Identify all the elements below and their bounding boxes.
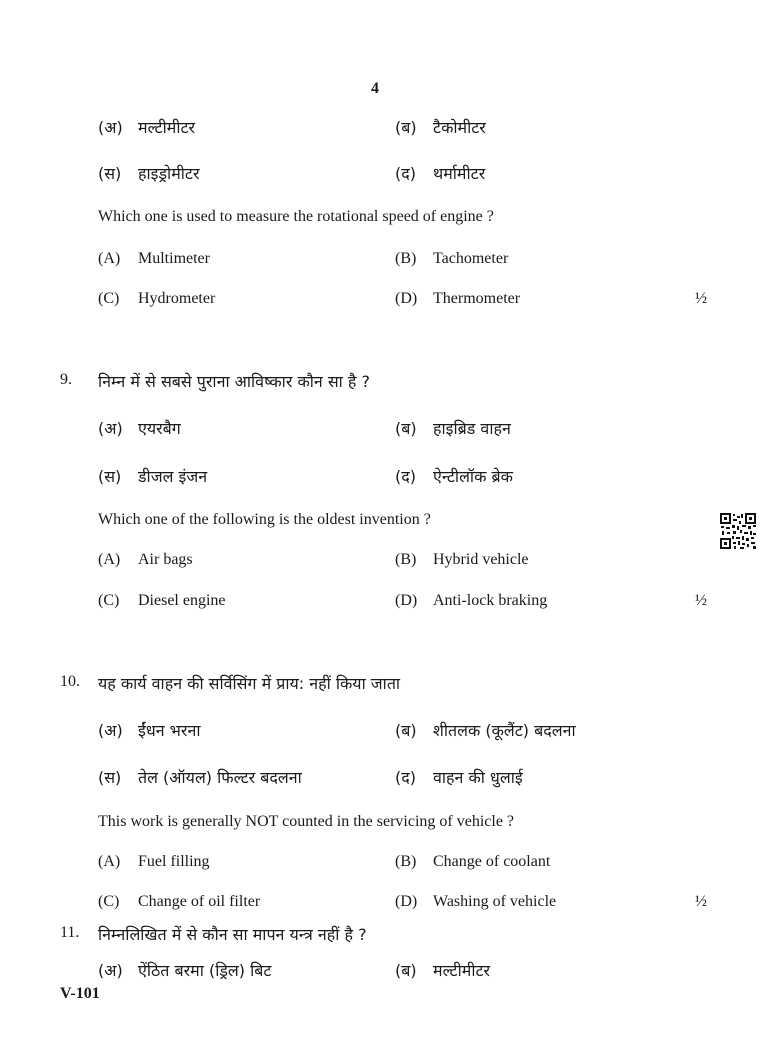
option-text: Tachometer <box>433 250 509 267</box>
question-number: 9. <box>60 371 72 388</box>
option-label: (C) <box>98 290 120 307</box>
option-label: (ब) <box>395 419 417 438</box>
q11-hindi-question: निम्नलिखित में से कौन सा मापन यन्त्र नहीं है ? <box>98 925 367 944</box>
option-label: (स) <box>98 467 122 486</box>
option-label: (अ) <box>98 961 123 980</box>
option-text: वाहन की धुलाई <box>433 768 523 787</box>
option-text: हाइड्रोमीटर <box>138 164 200 183</box>
option-text: ऐंठित बरमा (ड्रिल) बिट <box>138 961 272 980</box>
option-label: (A) <box>98 853 121 870</box>
option-text: Multimeter <box>138 250 210 267</box>
option-label: (A) <box>98 250 121 267</box>
option-text: एयरबैग <box>138 419 181 438</box>
option-text: डीजल इंजन <box>138 467 208 486</box>
q10-english-question: This work is generally NOT counted in the servicing of vehicle ? <box>98 813 515 830</box>
option-text: ऐन्टीलॉक ब्रेक <box>433 467 513 486</box>
qr-code-icon <box>720 513 756 549</box>
option-text: तेल (ऑयल) फिल्टर बदलना <box>138 768 302 787</box>
marks: ½ <box>695 893 707 910</box>
option-text: शीतलक (कूलैंट) बदलना <box>433 721 576 740</box>
paper-code: V-101 <box>60 985 100 1002</box>
option-label: (द) <box>395 164 416 183</box>
option-text: Change of coolant <box>433 853 551 870</box>
option-text: Washing of vehicle <box>433 893 557 910</box>
option-label: (ब) <box>395 118 417 137</box>
question-number: 11. <box>60 924 80 941</box>
option-label: (D) <box>395 592 418 609</box>
page-number: 4 <box>371 80 379 97</box>
option-text: Diesel engine <box>138 592 226 609</box>
option-label: (B) <box>395 551 417 568</box>
option-label: (ब) <box>395 721 417 740</box>
option-label: (द) <box>395 768 416 787</box>
option-text: Fuel filling <box>138 853 210 870</box>
question-number: 10. <box>60 673 80 690</box>
option-label: (द) <box>395 467 416 486</box>
option-label: (अ) <box>98 721 123 740</box>
q9-english-question: Which one of the following is the oldest invention ? <box>98 511 431 528</box>
option-label: (अ) <box>98 419 123 438</box>
option-label: (B) <box>395 853 417 870</box>
option-label: (स) <box>98 164 122 183</box>
option-text: Anti-lock braking <box>433 592 548 609</box>
marks: ½ <box>695 592 707 609</box>
option-label: (B) <box>395 250 417 267</box>
option-text: हाइब्रिड वाहन <box>433 419 511 438</box>
option-label: (D) <box>395 893 418 910</box>
q10-hindi-question: यह कार्य वाहन की सर्विसिंग में प्राय: नहीं किया जाता <box>98 674 401 693</box>
option-text: Hybrid vehicle <box>433 551 529 568</box>
option-label: (अ) <box>98 118 123 137</box>
q8-english-question: Which one is used to measure the rotational speed of engine ? <box>98 208 494 225</box>
option-text: Change of oil filter <box>138 893 261 910</box>
option-text: मल्टीमीटर <box>138 118 196 137</box>
q9-hindi-question: निम्न में से सबसे पुराना आविष्कार कौन सा है ? <box>98 372 370 391</box>
option-text: Thermometer <box>433 290 521 307</box>
option-label: (ब) <box>395 961 417 980</box>
option-label: (A) <box>98 551 121 568</box>
option-text: ईंधन भरना <box>138 721 201 740</box>
option-label: (स) <box>98 768 122 787</box>
option-label: (C) <box>98 592 120 609</box>
option-text: टैकोमीटर <box>433 118 486 137</box>
option-text: थर्मामीटर <box>433 164 486 183</box>
option-text: Hydrometer <box>138 290 216 307</box>
option-text: Air bags <box>138 551 193 568</box>
option-label: (D) <box>395 290 418 307</box>
option-text: मल्टीमीटर <box>433 961 491 980</box>
marks: ½ <box>695 290 707 307</box>
option-label: (C) <box>98 893 120 910</box>
